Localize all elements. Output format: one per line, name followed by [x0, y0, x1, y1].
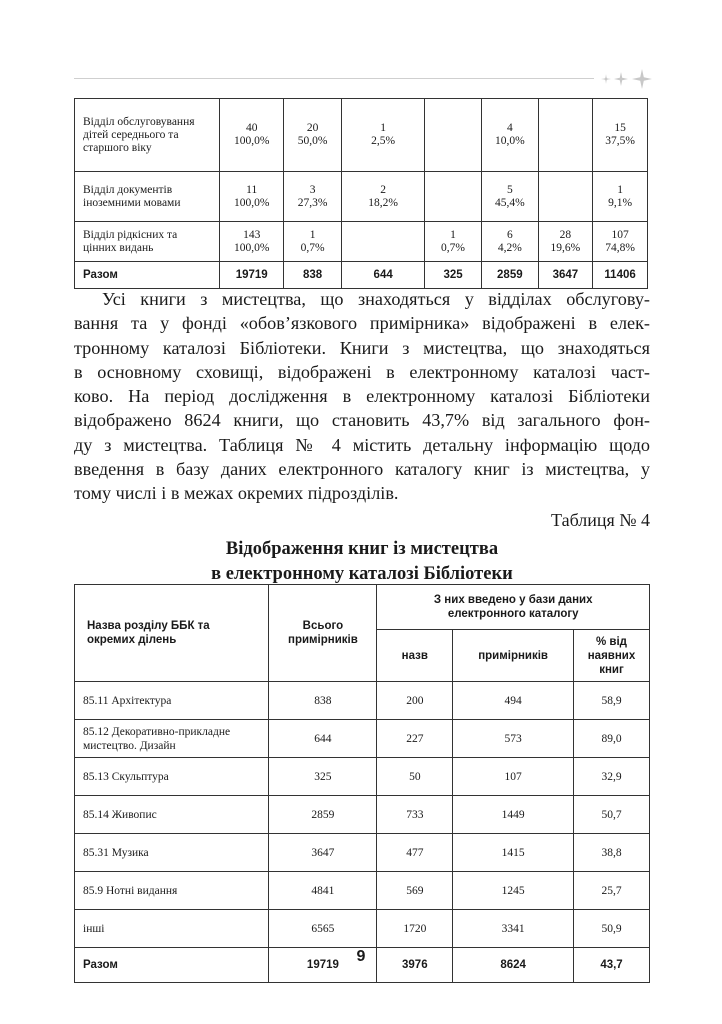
- total-copies: 19719: [269, 948, 377, 983]
- total-label: Разом: [75, 262, 220, 289]
- total-copies: 325: [269, 758, 377, 796]
- total-value: 11406: [593, 262, 648, 289]
- total-value: 2859: [482, 262, 539, 289]
- section-name: 85.13 Скульптура: [75, 758, 269, 796]
- cell-value: 40 100,0%: [220, 99, 283, 172]
- copies-entered: 573: [453, 720, 574, 758]
- row-label: Відділ рідкісних та цінних видань: [75, 222, 220, 262]
- total-copies: 838: [269, 682, 377, 720]
- paragraph-line: в основному сховищі, відображені в електронному каталозі част-: [74, 361, 650, 382]
- total-copies: 6565: [269, 910, 377, 948]
- table-row: [75, 758, 650, 796]
- cell-value: 11 100,0%: [220, 172, 283, 222]
- page-number: 9: [356, 948, 366, 965]
- cell-value: [538, 172, 593, 222]
- section-name: інші: [75, 910, 269, 948]
- paragraph-line: ду з мистецтва. Таблиця № 4 містить детальну інформацію щодо: [74, 434, 650, 455]
- paragraph-line: Усі книги з мистецтва, що знаходяться у відділах обслугову-: [102, 289, 650, 309]
- titles-entered: 1720: [377, 910, 453, 948]
- copies-entered: 1449: [453, 796, 574, 834]
- table-row: [75, 910, 650, 948]
- paragraph-line: ково. На період дослідження в електронному каталозі Бібліотеки: [74, 386, 650, 407]
- total-value: 838: [283, 262, 341, 289]
- section-name: 85.12 Декоративно-прикладне мистецтво. Дизайн: [75, 720, 269, 758]
- titles-entered: 200: [377, 682, 453, 720]
- cell-value: 107 74,8%: [593, 222, 648, 262]
- section-name: 85.14 Живопис: [75, 796, 269, 834]
- table-row: [75, 796, 650, 834]
- paragraph-line: тому числі і в межах окремих підрозділів.: [74, 483, 399, 504]
- table-row: [75, 682, 650, 720]
- table-continuation: [74, 98, 648, 289]
- cell-value: 1 0,7%: [425, 222, 482, 262]
- table-title-line-2: в електронному каталозі Бібліотеки: [211, 564, 513, 584]
- percent-entered: 25,7: [574, 872, 650, 910]
- total-value: 3647: [538, 262, 593, 289]
- header-percent: % від наявних книг: [574, 630, 650, 682]
- table-row: [75, 872, 650, 910]
- copies-entered: 3341: [453, 910, 574, 948]
- total-row: [75, 262, 648, 289]
- cell-value: 1 2,5%: [342, 99, 425, 172]
- cell-value: 15 37,5%: [593, 99, 648, 172]
- total-label: Разом: [75, 948, 269, 983]
- sparkle-stars-icon: [596, 68, 656, 90]
- cell-value: [538, 99, 593, 172]
- paragraph-line: вання та у фонді «обов’язкового примірника» відображені в елек-: [74, 313, 650, 334]
- header-copies: примірників: [453, 630, 574, 682]
- total-value: 19719: [220, 262, 283, 289]
- section-name: 85.9 Нотні видання: [75, 872, 269, 910]
- section-name: 85.31 Музика: [75, 834, 269, 872]
- total-copies: 2859: [269, 796, 377, 834]
- cell-value: [425, 99, 482, 172]
- cell-value: 2 18,2%: [342, 172, 425, 222]
- cell-value: 1 0,7%: [283, 222, 341, 262]
- percent-entered: 50,7: [574, 796, 650, 834]
- table-row: [75, 222, 648, 262]
- percent-entered: 89,0: [574, 720, 650, 758]
- table-title-line-1: Відображення книг із мистецтва: [225, 539, 499, 559]
- section-name: 85.11 Архітектура: [75, 682, 269, 720]
- total-copies: 644: [269, 720, 377, 758]
- percent-entered: 38,8: [574, 834, 650, 872]
- table-title: [74, 537, 650, 587]
- titles-entered: 50: [377, 758, 453, 796]
- total-titles: 3976: [377, 948, 453, 983]
- cell-value: 28 19,6%: [538, 222, 593, 262]
- copies-entered: 494: [453, 682, 574, 720]
- paragraph-line: введення в базу даних електронного каталогу книг із мистецтва, у: [74, 459, 650, 480]
- header-ecatalog-group: З них введено у бази даних електронного каталогу: [377, 585, 650, 630]
- cell-value: 3 27,3%: [283, 172, 341, 222]
- header-titles: назв: [377, 630, 453, 682]
- header-rule: [74, 78, 594, 79]
- cell-value: 4 10,0%: [482, 99, 539, 172]
- total-entered: 8624: [453, 948, 574, 983]
- table-row: [75, 834, 650, 872]
- total-value: 644: [342, 262, 425, 289]
- cell-value: 6 4,2%: [482, 222, 539, 262]
- cell-value: 20 50,0%: [283, 99, 341, 172]
- cell-value: 143 100,0%: [220, 222, 283, 262]
- body-paragraph: [74, 287, 650, 506]
- table-caption: Таблиця № 4: [551, 510, 650, 530]
- percent-entered: 50,9: [574, 910, 650, 948]
- total-copies: 4841: [269, 872, 377, 910]
- row-label: Відділ документів іноземними мовами: [75, 172, 220, 222]
- row-label: Відділ обслуговування дітей середнього та старшого віку: [75, 99, 220, 172]
- cell-value: 5 45,4%: [482, 172, 539, 222]
- copies-entered: 107: [453, 758, 574, 796]
- table-row: [75, 172, 648, 222]
- copies-entered: 1415: [453, 834, 574, 872]
- table-4: [74, 584, 650, 983]
- titles-entered: 733: [377, 796, 453, 834]
- paragraph-line: тронному каталозі Бібліотеки. Книги з мистецтва, що знаходяться: [74, 337, 650, 358]
- cell-value: [425, 172, 482, 222]
- cell-value: [342, 222, 425, 262]
- total-value: 325: [425, 262, 482, 289]
- percent-entered: 32,9: [574, 758, 650, 796]
- total-copies: 3647: [269, 834, 377, 872]
- table-row: [75, 720, 650, 758]
- table-row: [75, 99, 648, 172]
- titles-entered: 227: [377, 720, 453, 758]
- paragraph-line: відображено 8624 книги, що становить 43,7% від загального фон-: [74, 410, 650, 431]
- titles-entered: 477: [377, 834, 453, 872]
- percent-entered: 58,9: [574, 682, 650, 720]
- copies-entered: 1245: [453, 872, 574, 910]
- header-total-copies: Всього примірників: [269, 585, 377, 682]
- total-percent: 43,7: [574, 948, 650, 983]
- cell-value: 1 9,1%: [593, 172, 648, 222]
- titles-entered: 569: [377, 872, 453, 910]
- header-section: Назва розділу ББК та окремих ділень: [75, 585, 269, 682]
